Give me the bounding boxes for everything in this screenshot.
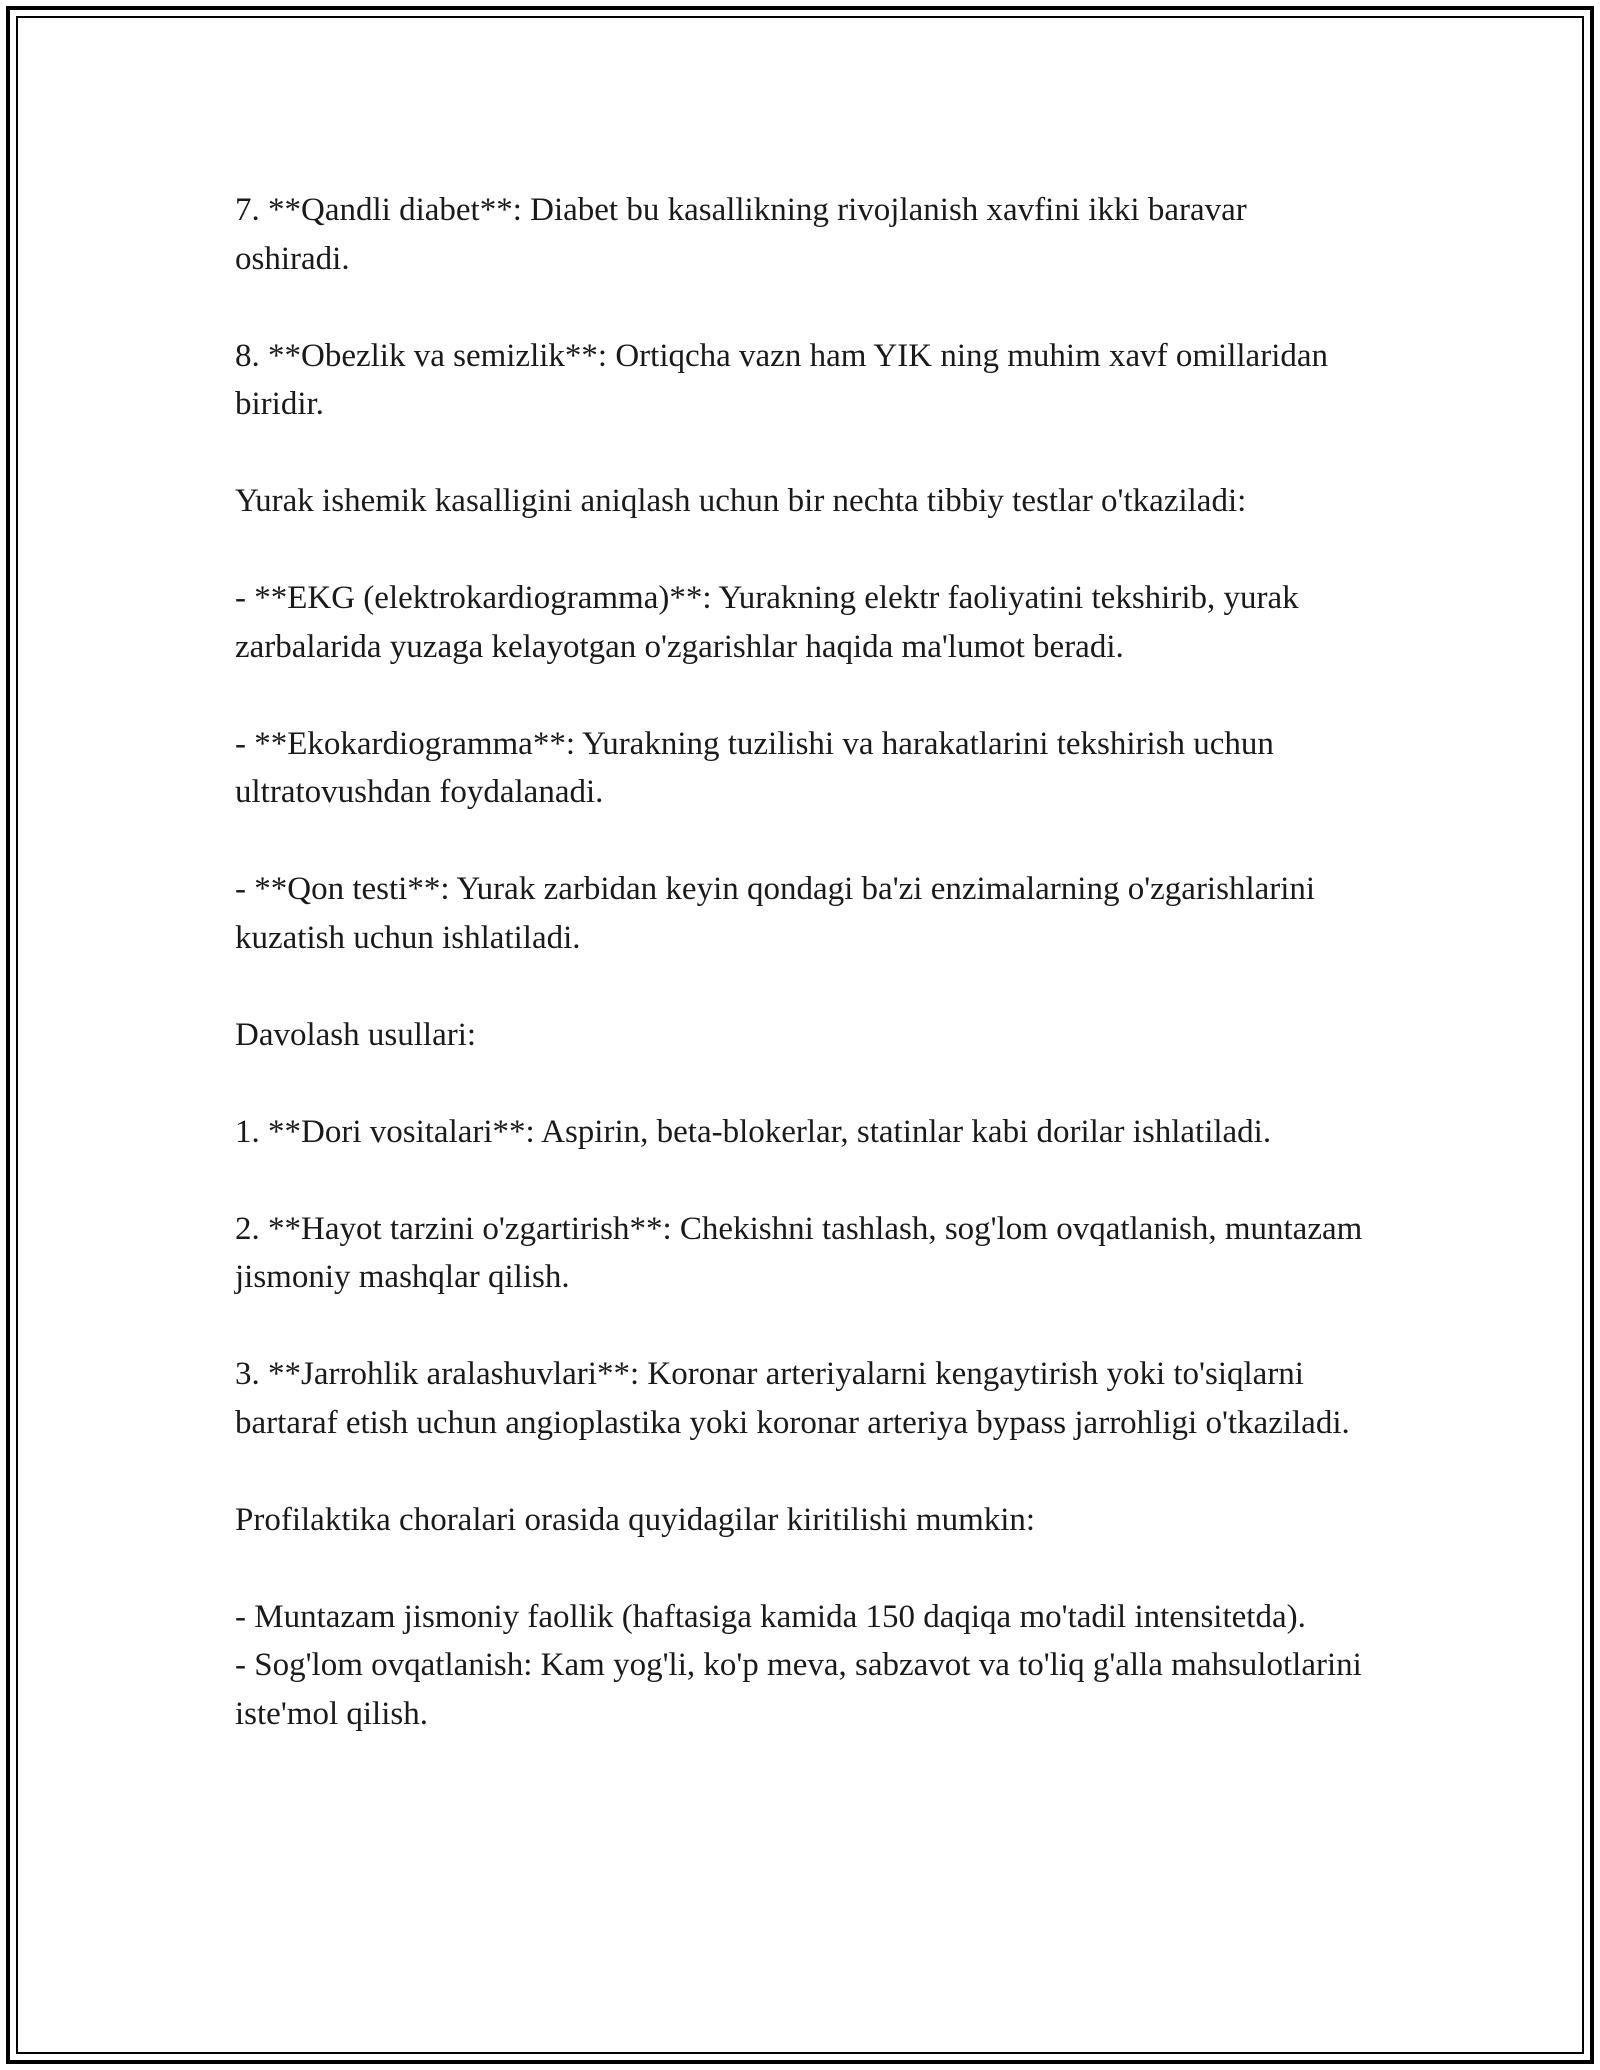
list-item-physical-activity: - Muntazam jismoniy faollik (haftasiga kamida 150 daqiqa mo'tadil intensitetda). — [235, 1598, 1306, 1635]
prevention-intro: Profilaktika choralari orasida quyidagilar kiritilishi mumkin: — [235, 1501, 1036, 1538]
list-item-blood-test: - **Qon testi**: Yurak zarbidan keyin qondagi ba'zi enzimalarning o'zgarishlarini kuzatish uchun ishlatiladi. — [235, 871, 1316, 956]
list-item-medications: 1. **Dori vositalari**: Aspirin, beta-blokerlar, statinlar kabi dorilar ishlatiladi. — [235, 1113, 1272, 1150]
list-item-ekg: - **EKG (elektrokardiogramma)**: Yurakning elektr faoliyatini tekshirib, yurak zarbalarida yuzaga kelayotgan o'zgarishlar haqida ma'lumot beradi. — [235, 580, 1299, 665]
list-item-healthy-eating: - Sog'lom ovqatlanish: Kam yog'li, ko'p meva, sabzavot va to'liq g'alla mahsulotlarini iste'mol qilish. — [235, 1647, 1362, 1732]
list-item-obesity: 8. **Obezlik va semizlik**: Ortiqcha vazn ham YIK ning muhim xavf omillaridan biridir. — [235, 337, 1329, 422]
list-item-diabetes: 7. **Qandli diabet**: Diabet bu kasallikning rivojlanish xavfini ikki baravar oshiradi. — [235, 192, 1247, 277]
list-item-echocardiogram: - **Ekokardiogramma**: Yurakning tuzilishi va harakatlarini tekshirish uchun ultratovushdan foydalanadi. — [235, 725, 1274, 810]
list-item-surgery: 3. **Jarrohlik aralashuvlari**: Koronar arteriyalarni kengaytirish yoki to'siqlarni bartaraf etish uchun angioplastika yoki koronar arteriya bypass jarrohligi o'tkaziladi. — [235, 1356, 1350, 1441]
treatment-heading: Davolash usullari: — [235, 1016, 477, 1053]
document-body — [235, 186, 1365, 1738]
list-item-lifestyle: 2. **Hayot tarzini o'zgartirish**: Chekishni tashlash, sog'lom ovqatlanish, muntazam jismoniy mashqlar qilish. — [235, 1210, 1363, 1295]
diagnostics-intro: Yurak ishemik kasalligini aniqlash uchun bir nechta tibbiy testlar o'tkaziladi: — [235, 483, 1247, 519]
